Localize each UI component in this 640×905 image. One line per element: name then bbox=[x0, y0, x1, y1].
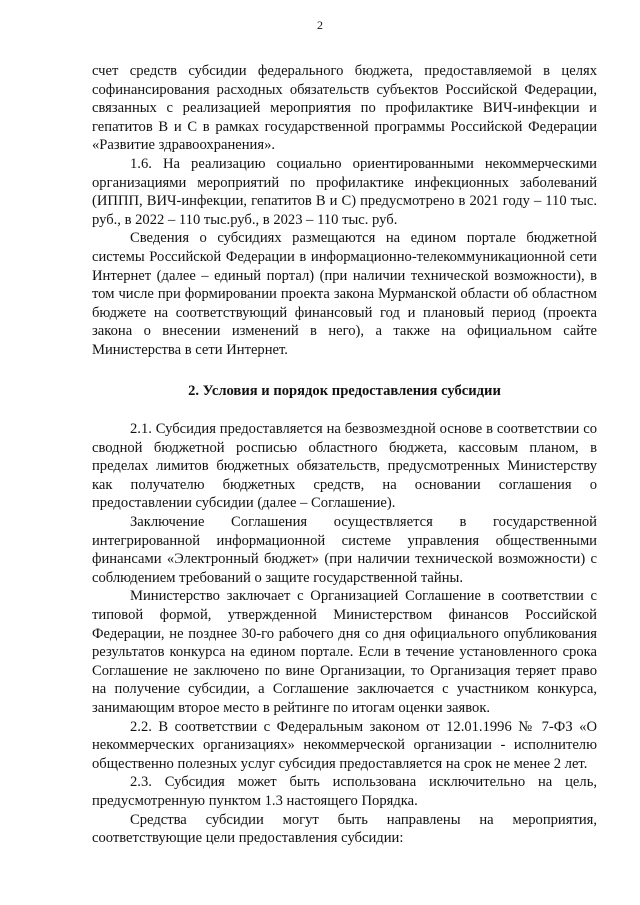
paragraph-ministry-agreement: Министерство заключает с Организацией Соглашение в соответствии с типовой формой, утвержденной Министерством финансов Российской Федерации, не позднее 30-го рабочего дня со дня официального опубликования результатов конкурса на едином портале. Если в течение установленного срока Соглашение не заключено по вине Организации, то Организация теряет право на получение субсидии, а Соглашение заключается с участником конкурса, занимающим второе место в рейтинге по итогам оценки заявок. bbox=[92, 588, 597, 716]
paragraph-subsidy-source: счет средств субсидии федерального бюджета, предоставляемой в целях софинансирования расходных обязательств субъектов Российской Федерации, связанных с реализацией мероприятия по профилактике ВИЧ-инфекции и гепатитов В и С в рамках государственной программы Российской Федерации «Развитие здравоохранения». bbox=[92, 63, 597, 154]
paragraph-agreement-conclusion: Заключение Соглашения осуществляется в государственной интегрированной информационной системе управления общественными финансами «Электронный бюджет» (при наличии технической возможности) с соблюдением требований о защите государственной тайны. bbox=[92, 514, 597, 586]
paragraph-2-1: 2.1. Субсидия предоставляется на безвозмездной основе в соответствии со сводной бюджетной росписью областного бюджета, кассовым планом, в пределах лимитов бюджетных обязательств, предусмотренных Министерству как получателю бюджетных средств, на основании соглашения о предоставлении субсидии (далее – Соглашение). bbox=[92, 421, 597, 512]
page-number: 2 bbox=[317, 18, 323, 32]
section-heading: 2. Условия и порядок предоставления субсидии bbox=[188, 382, 501, 399]
paragraph-subsidy-directions: Средства субсидии могут быть направлены на мероприятия, соответствующие цели предоставления субсидии: bbox=[92, 811, 597, 847]
paragraph-2-3: 2.3. Субсидия может быть использована исключительно на цель, предусмотренную пунктом 1.3 настоящего Порядка. bbox=[92, 774, 597, 809]
paragraph-portal-info: Сведения о субсидиях размещаются на едином портале бюджетной системы Российской Федерации в информационно-телекоммуникационной сети Интернет (далее – единый портал) (при наличии технической возможности), в том числе при формировании проекта закона Мурманской области об областном бюджете на соответствующий финансовый год и плановый период (проекта закона о внесении изменений в него), а также на официальном сайте Министерства в сети Интернет. bbox=[92, 230, 597, 358]
paragraph-1-6: 1.6. На реализацию социально ориентированными некоммерческими организациями мероприятий по профилактике инфекционных заболеваний (ИППП, ВИЧ-инфекции, гепатитов В и С) предусмотрено в 2021 году – 110 тыс. руб., в 2022 – 110 тыс.руб., в 2023 – 110 тыс. руб. bbox=[92, 155, 597, 228]
paragraph-2-2: 2.2. В соответствии с Федеральным законом от 12.01.1996 № 7-ФЗ «О некоммерческих организациях» некоммерческой организации - исполнителю общественно полезных услуг субсидия предоставляется на срок не менее 2 лет. bbox=[92, 718, 597, 772]
document-body bbox=[92, 62, 597, 848]
